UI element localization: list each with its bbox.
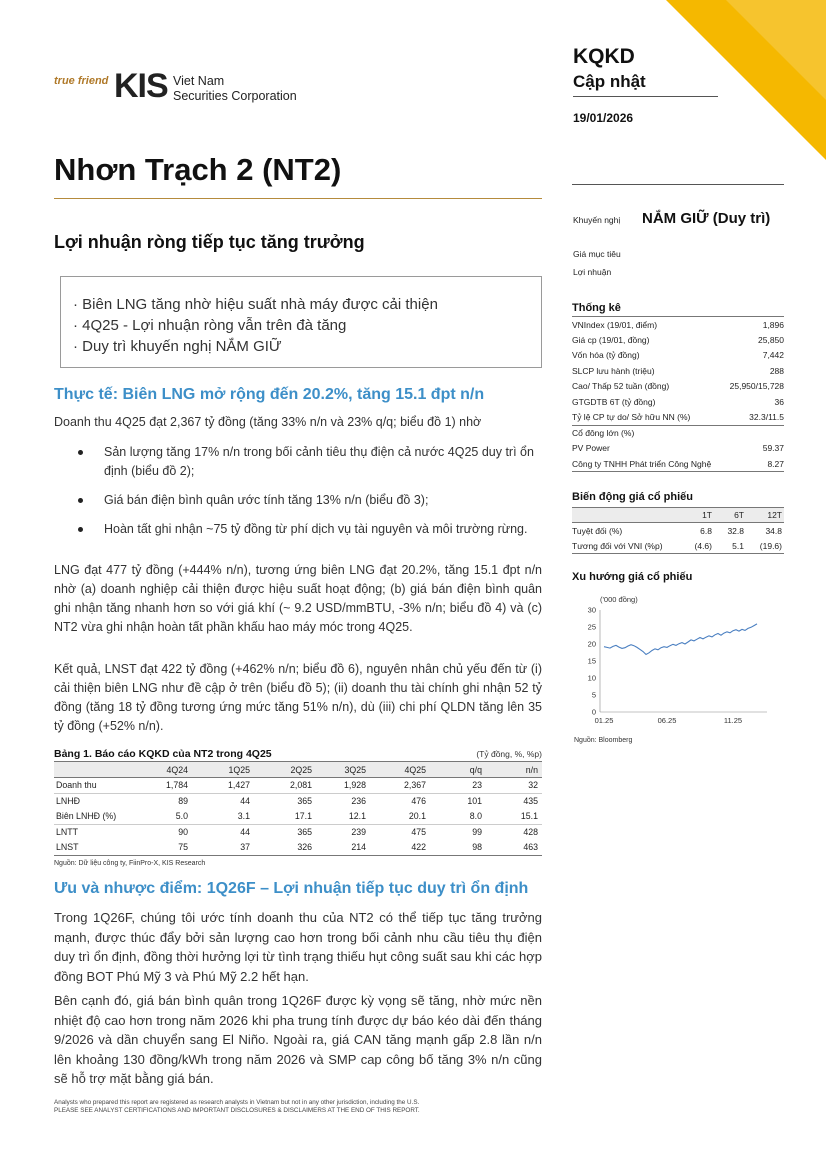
chart-y-tick-label: 0 bbox=[591, 707, 596, 717]
table-cell: 1,427 bbox=[227, 780, 250, 791]
table-cell: 1,928 bbox=[343, 780, 366, 791]
recommendation-label: Khuyến nghị bbox=[573, 215, 621, 225]
stats-value: 59.37 bbox=[762, 443, 784, 454]
stats-row bbox=[572, 363, 784, 379]
stats-label: PV Power bbox=[572, 443, 610, 454]
target-price-label: Giá mục tiêu bbox=[573, 249, 621, 259]
income-table bbox=[54, 761, 542, 856]
perf-header-cell: 1T bbox=[682, 508, 714, 523]
table-header-cell: 1Q25 bbox=[192, 762, 254, 778]
table-row bbox=[54, 824, 542, 840]
chart-y-tick-label: 10 bbox=[587, 673, 596, 683]
divider bbox=[573, 96, 718, 97]
stats-value: 36 bbox=[774, 396, 784, 407]
chart-y-tick-label: 5 bbox=[591, 690, 596, 700]
stats-row bbox=[572, 456, 784, 472]
table-cell: 365 bbox=[254, 824, 316, 840]
table-cell: 44 bbox=[192, 793, 254, 809]
bullet-item: Giá bán điện bình quân ước tính tăng 13% n/n (biểu đồ 3); bbox=[78, 491, 542, 510]
table-row bbox=[54, 778, 542, 794]
table-unit: (Tỷ đồng, %, %p) bbox=[476, 749, 542, 759]
perf-cell: (4.6) bbox=[682, 538, 714, 554]
table-cell: 422 bbox=[370, 840, 430, 856]
table-cell: 15.1 bbox=[520, 811, 538, 822]
stats-table bbox=[572, 316, 784, 472]
title-divider bbox=[54, 198, 542, 199]
table-cell: 3.1 bbox=[237, 811, 250, 822]
sidebar-divider bbox=[572, 184, 784, 185]
table-cell: 2,081 bbox=[289, 780, 312, 791]
chart-y-tick-label: 25 bbox=[587, 622, 596, 632]
table-cell: 239 bbox=[316, 824, 370, 840]
stats-row bbox=[572, 332, 784, 348]
bullet-list bbox=[78, 443, 542, 539]
stats-row bbox=[572, 441, 784, 457]
stats-label: VNIndex (19/01, điểm) bbox=[572, 317, 724, 333]
chart-source: Nguồn: Bloomberg bbox=[574, 737, 633, 744]
table-header-cell: 4Q24 bbox=[130, 762, 192, 778]
section-heading: Ưu và nhược điểm: 1Q26F – Lợi nhuận tiếp tục duy trì ổn định bbox=[54, 880, 529, 897]
perf-cell: 32.8 bbox=[727, 525, 744, 536]
stats-value: 8.27 bbox=[724, 456, 784, 472]
kis-logo bbox=[54, 68, 354, 108]
table-cell: 326 bbox=[254, 840, 316, 856]
table-cell: 365 bbox=[254, 793, 316, 809]
table-cell: 463 bbox=[486, 840, 542, 856]
table-cell: 476 bbox=[370, 793, 430, 809]
table-cell: 435 bbox=[486, 793, 542, 809]
table-cell: Biên LNHĐ (%) bbox=[56, 811, 117, 822]
paragraph: Kết quả, LNST đạt 422 tỷ đồng (+462% n/n; biểu đồ 6), nguyên nhân chủ yếu đến từ (i) cải thiện biên LNG như đề cập ở trên (biểu đồ 5); (ii) doanh thu tài chính ghi nhận 52 tỷ đồng (tăng 18 tỷ đồng tương ứng mức tăng 51% n/n), dù (iii) chi phí QLDN tăng lên 35 tỷ đồng (+52% n/n). bbox=[54, 662, 542, 733]
table-row bbox=[54, 840, 542, 856]
logo-tagline: true friend bbox=[54, 75, 109, 87]
perf-cell: (19.6) bbox=[746, 538, 784, 554]
table-title: Bảng 1. Báo cáo KQKD của NT2 trong 4Q25 bbox=[54, 748, 272, 760]
stats-row bbox=[572, 317, 784, 333]
table-header-cell: 4Q25 bbox=[370, 762, 430, 778]
disclaimer: Analysts who prepared this report are registered as research analysts in Vietnam but not in any other jurisdiction, including the U.S. PLEASE SEE ANALYST CERTIFICATIONS AND IMPORTANT DISCLOSURES & DISCLAIMERS AT THE END OF THIS REPORT. bbox=[54, 1099, 420, 1114]
perf-header-cell bbox=[572, 508, 682, 523]
table-cell: 90 bbox=[130, 824, 192, 840]
stats-label: Giá cp (19/01, đồng) bbox=[572, 334, 650, 345]
table-header-cell: 3Q25 bbox=[316, 762, 370, 778]
table-cell: 101 bbox=[430, 793, 486, 809]
table-cell: 23 bbox=[472, 780, 482, 791]
paragraph: Doanh thu 4Q25 đạt 2,367 tỷ đồng (tăng 33% n/n và 23% q/q; biểu đồ 1) nhờ bbox=[54, 415, 482, 429]
stats-value: 1,896 bbox=[724, 317, 784, 333]
table-cell: 89 bbox=[130, 793, 192, 809]
summary-box bbox=[60, 276, 542, 368]
table-cell: 17.1 bbox=[294, 811, 312, 822]
table-cell: LNST bbox=[54, 840, 130, 856]
chart-y-tick-label: 15 bbox=[587, 656, 596, 666]
summary-item: · Duy trì khuyến nghị NẮM GIỮ bbox=[73, 338, 282, 355]
perf-header-cell: 6T bbox=[714, 508, 746, 523]
stats-value: 25,850 bbox=[758, 334, 784, 345]
chart-x-tick-label: 01.25 bbox=[594, 716, 614, 725]
report-type-block bbox=[573, 45, 718, 125]
table-cell: 98 bbox=[430, 840, 486, 856]
stats-row bbox=[572, 379, 784, 395]
perf-cell: 5.1 bbox=[714, 538, 746, 554]
stats-label: Cao/ Thấp 52 tuần (đồng) bbox=[572, 381, 670, 392]
table-cell: 8.0 bbox=[469, 811, 482, 822]
paragraph: LNG đạt 477 tỷ đồng (+444% n/n), tương ứng biên LNG đạt 20.2%, tăng 15.1 đpt n/n nhờ (a) doanh nghiệp cải thiện được hiệu suất hoạt động; (b) giá bán điện bình quân ghi nhận tăng nhanh hơn so với giá khí (~ 9.2 USD/mmBTU, -3% n/n; biểu đồ 4) và (c) NT2 vừa ghi nhận hoàn tất phần khấu hao máy móc trong 4Q25. bbox=[54, 563, 542, 634]
page-subtitle: Lợi nhuận ròng tiếp tục tăng trưởng bbox=[54, 232, 365, 252]
paragraph: Bên cạnh đó, giá bán bình quân trong 1Q26F được kỳ vọng sẽ tăng, nhờ mức nền nhiệt độ cao hơn trong năm 2026 khi pha trung tính được dự báo kéo dài đến tháng 9/2026 và dần chuyển sang El Niño. Ngoài ra, giá CAN tăng mạnh gấp 2.8 lần n/n lên khoảng 130 đồng/kWh trong năm 2026 và SMP cap công bố tăng 3% n/n cũng sẽ hỗ trợ mặt bằng giá bán. bbox=[54, 993, 542, 1086]
table-cell: 99 bbox=[430, 824, 486, 840]
perf-heading: Biến động giá cổ phiếu bbox=[572, 491, 693, 503]
table-cell: 20.1 bbox=[408, 811, 426, 822]
logo-company-name: Viet Nam Securities Corporation bbox=[173, 74, 297, 103]
stats-value: 32.3/11.5 bbox=[749, 412, 784, 422]
table-cell: 32 bbox=[528, 780, 538, 791]
table-header-cell: 2Q25 bbox=[254, 762, 316, 778]
stats-value: 25,950/15,728 bbox=[729, 381, 784, 392]
table-cell: 1,784 bbox=[165, 780, 188, 791]
stats-label: Vốn hóa (tỷ đồng) bbox=[572, 350, 640, 361]
holders-heading-row bbox=[572, 425, 784, 441]
table-cell: LNHĐ bbox=[54, 793, 130, 809]
table-row bbox=[54, 809, 542, 825]
table-cell: 475 bbox=[370, 824, 430, 840]
stats-row bbox=[572, 348, 784, 364]
holders-heading: Cổ đông lớn (%) bbox=[572, 425, 784, 441]
table-cell: 214 bbox=[316, 840, 370, 856]
perf-cell: Tuyệt đối (%) bbox=[572, 525, 623, 536]
chart-series-line bbox=[604, 624, 757, 655]
summary-item: · 4Q25 - Lợi nhuận ròng vẫn trên đà tăng bbox=[73, 317, 347, 334]
price-performance-table bbox=[572, 507, 784, 554]
perf-cell: 6.8 bbox=[700, 525, 712, 536]
stats-value: 7,442 bbox=[762, 350, 784, 361]
chart-y-tick-label: 20 bbox=[587, 639, 596, 649]
perf-cell: Tương đối với VNI (%p) bbox=[572, 538, 682, 554]
chart-y-label: ('000 đồng) bbox=[600, 595, 638, 604]
table-cell: 75 bbox=[130, 840, 192, 856]
page-title: Nhơn Trạch 2 (NT2) bbox=[54, 152, 342, 187]
table-cell: 236 bbox=[316, 793, 370, 809]
table-header-cell: n/n bbox=[486, 762, 542, 778]
stats-row bbox=[572, 410, 784, 426]
table-cell: 44 bbox=[192, 824, 254, 840]
section-heading: Thực tế: Biên LNG mở rộng đến 20.2%, tăng 15.1 đpt n/n bbox=[54, 386, 485, 403]
logo-mark: KIS bbox=[114, 67, 168, 105]
table-cell: 428 bbox=[486, 824, 542, 840]
table-header-cell: q/q bbox=[430, 762, 486, 778]
report-subtype: Cập nhật bbox=[573, 72, 646, 91]
recommendation-value: NẮM GIỮ (Duy trì) bbox=[642, 210, 771, 227]
stats-row bbox=[572, 394, 784, 410]
stats-value: 288 bbox=[769, 365, 784, 376]
stats-label: SLCP lưu hành (triệu) bbox=[572, 365, 655, 376]
chart-heading: Xu hướng giá cổ phiếu bbox=[572, 571, 693, 583]
summary-item: · Biên LNG tăng nhờ hiệu suất nhà máy được cải thiện bbox=[73, 296, 438, 313]
table-cell: 2,367 bbox=[403, 780, 426, 791]
table-cell: LNTT bbox=[54, 824, 130, 840]
profit-label: Lợi nhuận bbox=[573, 267, 612, 277]
perf-cell: 34.8 bbox=[765, 525, 782, 536]
table-cell: 12.1 bbox=[348, 811, 366, 822]
paragraph: Trong 1Q26F, chúng tôi ước tính doanh thu của NT2 có thể tiếp tục tăng trưởng mạnh, được thúc đẩy bởi sản lượng cao hơn trong bối cảnh nhu cầu tiêu thụ điện duy trì ổn định, đồng thời hưởng lợi từ tình trạng thiếu hụt công suất sau khi các hợp đồng BOT Phú Mỹ 3 và Phú Mỹ 2.2 hết hạn. bbox=[54, 910, 543, 984]
table-cell: Doanh thu bbox=[56, 780, 97, 791]
table-source: Nguồn: Dữ liệu công ty, FiinPro-X, KIS Research bbox=[54, 860, 206, 867]
chart-y-tick-label: 30 bbox=[587, 605, 596, 615]
stats-label: Công ty TNHH Phát triển Công Nghệ bbox=[572, 456, 724, 472]
stats-label: GTGDTB 6T (tỷ đồng) bbox=[572, 396, 656, 407]
chart-x-tick-label: 06.25 bbox=[657, 716, 677, 725]
report-type: KQKD bbox=[573, 45, 635, 68]
table-header-cell bbox=[54, 762, 130, 778]
table-cell: 37 bbox=[192, 840, 254, 856]
perf-row bbox=[572, 523, 784, 539]
table-row bbox=[54, 793, 542, 809]
stats-heading: Thống kê bbox=[572, 302, 621, 314]
table-cell: 5.0 bbox=[175, 811, 188, 822]
bullet-item: Sản lượng tăng 17% n/n trong bối cảnh tiêu thụ điện cả nước 4Q25 duy trì ổn định (biểu đồ 2); bbox=[78, 443, 542, 481]
report-date: 19/01/2026 bbox=[573, 111, 634, 125]
perf-row bbox=[572, 538, 784, 554]
perf-header-cell: 12T bbox=[746, 508, 784, 523]
chart-x-tick-label: 11.25 bbox=[723, 716, 743, 725]
price-chart bbox=[572, 590, 772, 730]
stats-label: Tỷ lệ CP tự do/ Sở hữu NN (%) bbox=[572, 412, 691, 422]
bullet-item: Hoàn tất ghi nhận ~75 tỷ đồng từ phí dịch vụ tài nguyên và môi trường rừng. bbox=[78, 520, 542, 539]
